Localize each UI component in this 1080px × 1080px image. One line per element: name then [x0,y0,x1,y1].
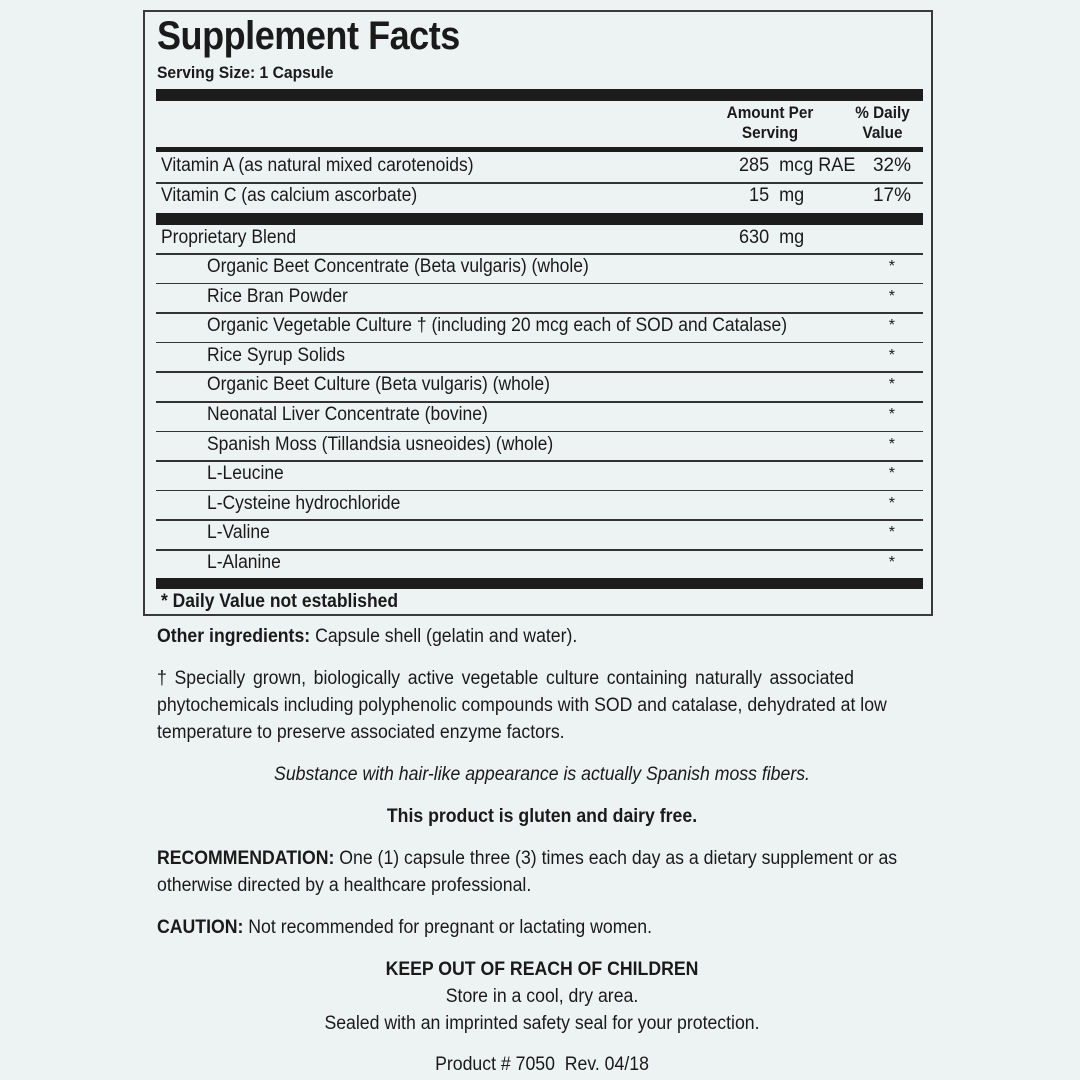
serving-size: Serving Size: 1 Capsule [157,63,334,82]
thick-divider [156,213,923,225]
blend-ingredient-row [145,461,935,490]
daily-value-asterisk: * [888,494,895,512]
header-daily-value: % Daily Value [855,103,910,142]
safety-seal-note: Sealed with an imprinted safety seal for your protection. [324,1013,760,1034]
daily-value-asterisk: * [888,465,895,483]
blend-ingredient-row [145,491,935,520]
ingredient-name: Organic Beet Culture (Beta vulgaris) (whole) [207,374,550,396]
daily-value-asterisk: * [888,346,895,364]
nutrient-row-vitamin-a: Vitamin A (as natural mixed carotenoids) 285 mcg RAE 32% [161,155,911,176]
blend-ingredient-row [145,372,935,401]
medium-divider [156,147,923,152]
daily-value-asterisk: * [888,524,895,542]
blend-ingredient-row [145,343,935,372]
ingredient-name: Organic Beet Concentrate (Beta vulgaris) (whole) [207,256,589,277]
ingredient-name: L-Cysteine hydrochloride [207,492,401,514]
ingredient-name: L-Leucine [207,463,284,485]
blend-ingredient-row [145,402,935,431]
header-amount-per-serving: Amount Per Serving [726,103,814,142]
ingredient-name: Rice Bran Powder [207,285,348,307]
other-ingredients: Other ingredients: Capsule shell (gelatin and water). [157,626,578,647]
supplement-facts-panel [143,10,933,616]
ingredient-name: L-Valine [207,522,270,544]
daily-value-asterisk: * [888,376,895,394]
daily-value-asterisk: * [888,406,895,423]
ingredient-name: Spanish Moss (Tillandsia usneoides) (whole) [207,433,554,455]
ingredient-name: Rice Syrup Solids [207,344,345,366]
daily-value-asterisk: * [888,554,895,571]
ingredient-name: Organic Vegetable Culture † (including 20 mcg each of SOD and Catalase) [207,315,788,337]
thick-divider [156,578,923,589]
blend-row: Proprietary Blend 630 mg [161,227,805,248]
blend-ingredient-row [145,254,935,283]
daily-value-asterisk: * [888,287,895,305]
recommendation: RECOMMENDATION: One (1) capsule three (3) times each day as a dietary supplement or as otherwise directed by a healthcare professional. [157,848,898,896]
nutrient-row-vitamin-c: Vitamin C (as calcium ascorbate) 15 mg 17% [161,185,911,206]
daily-value-note: * Daily Value not established [161,591,399,612]
panel-title: Supplement Facts [157,14,460,58]
storage-instruction: Store in a cool, dry area. [445,986,639,1007]
daily-value-asterisk: * [888,317,895,335]
daily-value-asterisk: * [888,258,895,275]
blend-ingredient-row [145,550,935,579]
product-number: Product # 7050 Rev. 04/18 [435,1054,649,1075]
storage-block [157,956,927,1037]
daily-value-asterisk: * [888,435,895,453]
blend-ingredient-row [145,520,935,549]
blend-ingredient-row [145,284,935,313]
caution: CAUTION: Not recommended for pregnant or lactating women. [157,917,652,938]
gluten-dairy-free-note: This product is gluten and dairy free. [386,806,698,827]
spanish-moss-note: Substance with hair-like appearance is actually Spanish moss fibers. [274,764,810,785]
keep-out-warning: KEEP OUT OF REACH OF CHILDREN [385,959,699,980]
ingredient-name: L-Alanine [207,552,281,573]
footnote-dagger: † Specially grown, biologically active vegetable culture containing naturally associated phytochemicals including polyphenolic compounds with SOD and catalase, dehydrated at low temperature to preserve associated enzyme factors. [157,668,887,743]
ingredient-name: Neonatal Liver Concentrate (bovine) [207,404,488,425]
blend-ingredient-row [145,432,935,461]
blend-ingredient-row [145,313,935,342]
thick-divider [156,89,923,101]
